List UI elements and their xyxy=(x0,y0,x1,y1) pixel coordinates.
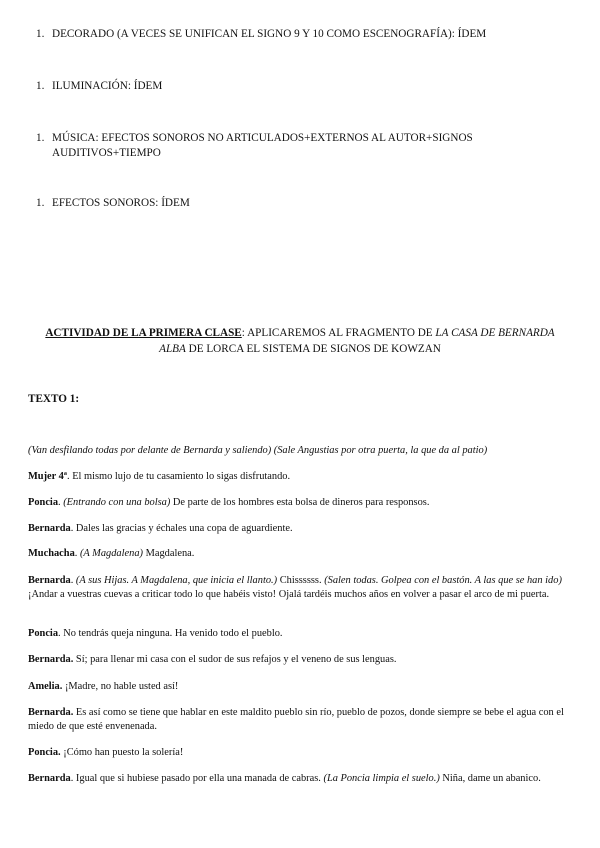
list-number: 1. xyxy=(36,80,45,92)
speaker: Bernarda xyxy=(28,575,71,586)
speaker: Muchacha xyxy=(28,548,75,559)
list-item xyxy=(36,196,556,211)
list-item xyxy=(36,131,556,161)
activity-text-end: DE LORCA EL SISTEMA DE SIGNOS DE KOWZAN xyxy=(185,343,441,355)
line-text: Sí; para llenar mi casa con el sudor de sus refajos y el veneno de sus lenguas. xyxy=(75,654,397,665)
dialogue-line xyxy=(28,522,573,536)
activity-heading xyxy=(40,325,560,357)
stage-text: (A sus Hijas. A Magdalena, que inicia el llanto.) xyxy=(75,575,278,586)
line-text: . Igual que si hubiese pasado por ella una manada de cabras. xyxy=(70,773,321,784)
line-text: Chissssss. xyxy=(279,575,322,586)
work-title: LA CASA DE BERNARDA ALBA xyxy=(159,327,555,355)
stage-text: (La Poncia limpia el suelo.) xyxy=(323,773,440,784)
list-text: MÚSICA: EFECTOS SONOROS NO ARTICULADOS+EXTERNOS AL AUTOR+SIGNOS AUDITIVOS+TIEMPO xyxy=(52,132,473,159)
speaker: Mujer 4ª xyxy=(28,471,67,482)
dialogue-line xyxy=(28,680,573,694)
stage-direction xyxy=(28,444,573,458)
speaker: Bernarda xyxy=(28,773,71,784)
line-text: ¡Cómo han puesto la solería! xyxy=(63,747,184,758)
stage-text: (Entrando con una bolsa) xyxy=(63,497,171,508)
activity-text: : APLICAREMOS AL FRAGMENTO DE xyxy=(241,327,436,339)
line-text: Niña, dame un abanico. xyxy=(442,773,541,784)
speaker: Amelia. xyxy=(28,681,63,692)
stage-text: (Van desfilando todas por delante de Bernarda y saliendo) (Sale Angustias por otra puerta, la que da al patio) xyxy=(28,445,488,456)
speaker: Bernarda. xyxy=(28,654,74,665)
line-text: . El mismo lujo de tu casamiento lo sigas disfrutando. xyxy=(67,471,291,482)
list-text: ILUMINACIÓN: ÍDEM xyxy=(52,80,163,92)
line-text: De parte de los hombres esta bolsa de dineros para responsos. xyxy=(172,497,430,508)
list-item xyxy=(36,79,556,94)
list-number: 1. xyxy=(36,132,45,144)
stage-text: (A Magdalena) xyxy=(79,548,143,559)
line-text: ¡Andar a vuestras cuevas a criticar todo lo que habéis visto! Ojalá tardéis muchos años en volver a pasar el arco de mi puerta. xyxy=(28,589,550,600)
speaker: Poncia xyxy=(28,628,59,639)
dialogue-line xyxy=(28,627,573,641)
speaker: Bernarda xyxy=(28,523,71,534)
line-text: Magdalena. xyxy=(145,548,195,559)
list-text: EFECTOS SONOROS: ÍDEM xyxy=(52,197,190,209)
dialogue-line: Bernarda. (A sus Hijas. A Magdalena, que inicia el llanto.) Chissssss. (Salen todas. Golpea con el bastón. A las que se han ido) ¡Andar a vuestras cuevas a criticar todo lo que habéis visto! Ojalá tardéis muchos años en volver a pasar el arco de mi puerta. xyxy=(28,575,562,600)
line-text: . No tendrás queja ninguna. Ha venido todo el pueblo. xyxy=(58,628,283,639)
dialogue-line xyxy=(28,772,573,786)
line-text: Es así como se tiene que hablar en este maldito pueblo sin río, pueblo de pozos, donde siempre se bebe el agua con el miedo de que esté envenenada. xyxy=(28,707,564,732)
list-number: 1. xyxy=(36,197,45,209)
texto-heading: TEXTO 1: xyxy=(28,393,80,405)
dialogue-line xyxy=(28,706,573,734)
line-text: ¡Madre, no hable usted así! xyxy=(64,681,179,692)
dialogue-line xyxy=(28,653,573,667)
list-item xyxy=(36,27,556,42)
stage-text: (Salen todas. Golpea con el bastón. A las que se han ido) xyxy=(324,575,562,586)
line-text: . Dales las gracias y échales una copa de aguardiente. xyxy=(70,523,293,534)
dialogue-line xyxy=(28,746,573,760)
speaker: Poncia xyxy=(28,497,59,508)
list-number: 1. xyxy=(36,28,45,40)
dialogue-line: Muchacha. (A Magdalena) Magdalena. xyxy=(28,548,195,559)
dialogue-line: Poncia. (Entrando con una bolsa) De parte de los hombres esta bolsa de dineros para responsos. xyxy=(28,497,430,508)
activity-title: ACTIVIDAD DE LA PRIMERA CLASE xyxy=(45,327,242,339)
speaker: Poncia. xyxy=(28,747,61,758)
list-text: DECORADO (A VECES SE UNIFICAN EL SIGNO 9 Y 10 COMO ESCENOGRAFÍA): ÍDEM xyxy=(52,28,487,40)
dialogue-line xyxy=(28,470,573,484)
speaker: Bernarda. xyxy=(28,707,74,718)
